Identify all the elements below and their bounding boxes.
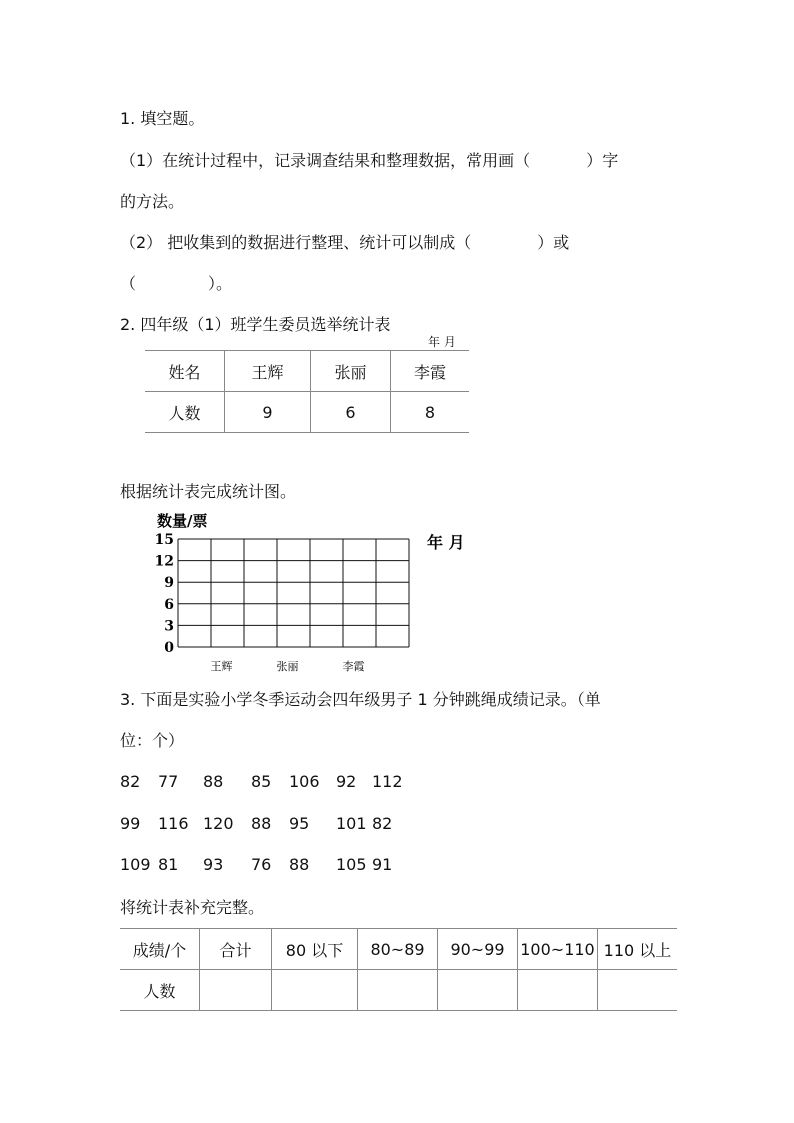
table-header-cell: 100~110: [518, 929, 598, 970]
score-value: 106: [289, 772, 320, 791]
q1-s2-close: ）。: [208, 274, 233, 293]
q1-s2-or: ）或: [537, 233, 570, 252]
table-cell: 人数: [145, 392, 225, 433]
table-row: [120, 929, 677, 970]
y-tick-label: 6: [164, 596, 174, 613]
q1-s1-continued: 的方法。: [120, 192, 185, 211]
q3-instruction: 将统计表补充完整。: [120, 898, 265, 917]
fill-cell[interactable]: [272, 970, 358, 1011]
fill-cell[interactable]: [518, 970, 598, 1011]
score-value: 81: [158, 855, 179, 874]
fill-cell[interactable]: [438, 970, 518, 1011]
table-cell: 姓名: [145, 351, 225, 392]
table-header-cell: 80~89: [358, 929, 438, 970]
fill-cell[interactable]: [358, 970, 438, 1011]
score-value: 82: [372, 814, 393, 833]
y-tick-label: 15: [154, 532, 174, 548]
y-tick-label: 9: [164, 575, 174, 592]
score-value: 95: [289, 814, 310, 833]
table-cell: 王辉: [225, 351, 311, 392]
score-value: 105: [336, 855, 367, 874]
score-value: 116: [158, 814, 189, 833]
table-cell: 6: [311, 392, 391, 433]
score-table: [120, 928, 677, 1011]
chart-xcategories: [211, 659, 365, 673]
table-cell: 9: [225, 392, 311, 433]
table-row: [145, 351, 469, 392]
table-header-cell: 成绩/个: [120, 929, 200, 970]
fill-cell[interactable]: [200, 970, 272, 1011]
q1-title: 1. 填空题。: [120, 109, 205, 128]
q3-title: 3. 下面是实验小学冬季运动会四年级男子 1 分钟跳绳成绩记录。（单: [120, 690, 601, 709]
y-tick-label: 3: [164, 618, 174, 635]
chart-grid: [178, 539, 409, 647]
chart-date: 年 月: [427, 533, 465, 552]
vote-chart: [0, 508, 794, 678]
table-header-cell: 110 以上: [598, 929, 678, 970]
y-tick-label: 12: [154, 553, 174, 570]
score-value: 92: [336, 772, 357, 791]
table-cell: 李霞: [391, 351, 470, 392]
table-header-cell: 合计: [200, 929, 272, 970]
q2-instruction: 根据统计表完成统计图。: [120, 482, 297, 501]
score-value: 76: [251, 855, 272, 874]
score-value: 93: [203, 855, 224, 874]
table-cell: 8: [391, 392, 470, 433]
score-value: 88: [203, 772, 224, 791]
table-row: [145, 392, 469, 433]
q1-s2-text: （2） 把收集到的数据进行整理、统计可以制成（: [120, 233, 472, 252]
chart-yticks: [155, 532, 175, 656]
x-category-label: 李霞: [342, 660, 365, 673]
x-category-label: 王辉: [210, 660, 233, 673]
score-value: 120: [203, 814, 234, 833]
q2-date: 年 月: [428, 335, 456, 349]
q3-title-cont: 位：个）: [120, 731, 185, 750]
table-row: [120, 970, 677, 1011]
q2-title: 2. 四年级（1）班学生委员选举统计表: [120, 315, 391, 334]
score-value: 112: [372, 772, 403, 791]
table-header-cell: 80 以下: [272, 929, 358, 970]
q1-sentence2-cont: [120, 274, 232, 294]
score-value: 85: [251, 772, 272, 791]
q1-sentence2: [120, 233, 569, 253]
score-value: 82: [120, 772, 141, 791]
score-value: 77: [158, 772, 179, 791]
score-value: 91: [372, 855, 393, 874]
x-category-label: 张丽: [276, 660, 299, 673]
y-tick-label: 0: [164, 640, 174, 656]
q1-s1-text: （1）在统计过程中，记录调查结果和整理数据，常用画（: [120, 151, 531, 170]
score-value: 88: [289, 855, 310, 874]
q1-s2-open: （: [120, 274, 137, 293]
q1-s1-end: ）字: [586, 151, 619, 170]
score-value: 101: [336, 814, 367, 833]
score-value: 88: [251, 814, 272, 833]
score-value: 99: [120, 814, 141, 833]
chart-ylabel: 数量/票: [157, 512, 208, 530]
q1-sentence1: [120, 151, 618, 171]
table-header-cell: 90~99: [438, 929, 518, 970]
fill-cell[interactable]: [598, 970, 678, 1011]
score-value: 109: [120, 855, 151, 874]
table-cell: 张丽: [311, 351, 391, 392]
row-label: 人数: [120, 970, 200, 1011]
election-table: [145, 350, 469, 433]
